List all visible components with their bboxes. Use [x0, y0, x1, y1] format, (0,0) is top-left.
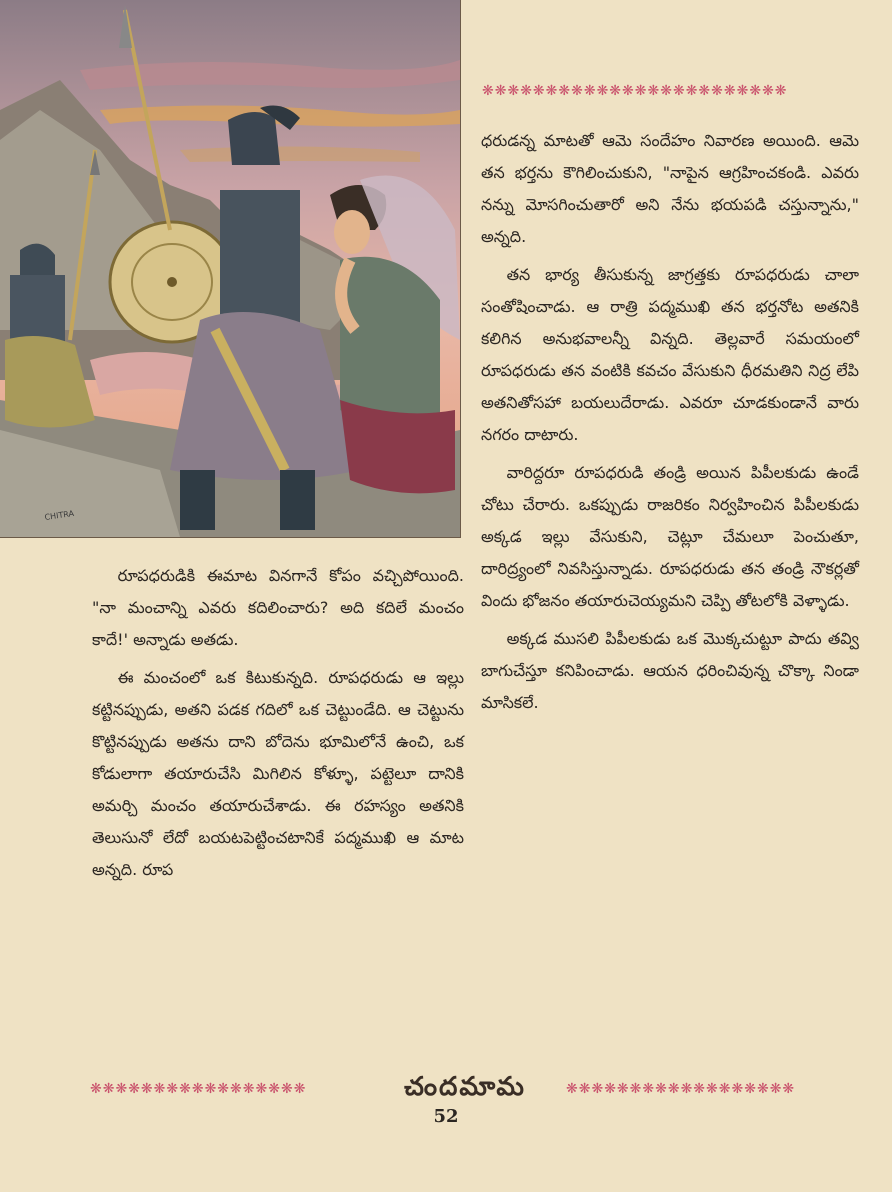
footer-ornament-left [90, 1078, 364, 1100]
top-ornament-border [482, 80, 850, 102]
artist-signature: CHITRA [44, 508, 75, 522]
footer-ornament-right [566, 1078, 848, 1100]
left-column [92, 560, 464, 892]
paragraph: ధరుడన్న మాటతో ఆమె సందేహం నివారణ అయింది. ఆమె తన భర్తను కౌగిలించుకుని, "నాపైన ఆగ్రహించకండి. ఎవరు నన్ను మోసగించుతారో అని నేను భయపడి చస్తున్నాను," అన్నది. [481, 131, 859, 246]
paragraph: రూపధరుడికి ఈమాట వినగానే కోపం వచ్చిపోయింది. "నా మంచాన్ని ఎవరు కదిలించారు? అది కదిలే మంచం కాదే!' అన్నాడు అతడు. [92, 566, 464, 649]
flower-ornament-icon: ❋❋❋❋❋❋❋❋❋❋❋❋❋❋❋❋❋❋ [566, 1081, 796, 1097]
flower-ornament-icon: ❋❋❋❋❋❋❋❋❋❋❋❋❋❋❋❋❋ [90, 1081, 307, 1097]
paragraph: వారిద్దరూ రూపధరుడి తండ్రి అయిన పిపీలకుడు ఉండే చోటు చేరారు. ఒకప్పుడు రాజరికం నిర్వహించిన పిపీలకుడు అక్కడ ఇల్లు వేసుకుని, చెట్లూ చేమలూ పెంచుతూ, దారిద్ర్యంలో నివసిస్తున్నాడు. రూపధరుడు తన తండ్రి నౌకర్లతో విందు భోజనం తయారుచెయ్యమని చెప్పి తోటలోకి వెళ్ళాడు. [481, 463, 859, 610]
paragraph: తన భార్య తీసుకున్న జాగ్రత్తకు రూపధరుడు చాలా సంతోషించాడు. ఆ రాత్రి పద్మముఖి తన భర్తనోట అతనికి కలిగిన అనుభవాలన్నీ విన్నది. తెల్లవారే సమయంలో రూపధరుడు తన వంటికి కవచం వేసుకుని ధీరమతిని నిద్ర లేపి అతనితోసహా బయలుదేరాడు. ఎవరూ చూడకుండానే వారు నగరం దాటారు. [481, 265, 859, 444]
paragraph: అక్కడ ముసలి పిపీలకుడు ఒక మొక్కచుట్టూ పాదు తవ్వి బాగుచేస్తూ కనిపించాడు. ఆయన ధరించివున్న చొక్కా నిండా మాసికలే. [481, 629, 859, 712]
page-number: 52 [433, 1106, 459, 1127]
flower-ornament-icon: ❋❋❋❋❋❋❋❋❋❋❋❋❋❋❋❋❋❋❋❋❋❋❋❋ [482, 83, 788, 99]
magazine-title: చందమామ [404, 1072, 526, 1102]
right-column [481, 125, 859, 725]
paragraph: ఈ మంచంలో ఒక కిటుకున్నది. రూపధరుడు ఆ ఇల్లు కట్టినప్పుడు, అతని పడక గదిలో ఒక చెట్టుండేది. ఆ చెట్టును కొట్టినప్పుడు అతను దాని బోదెను భూమిలోనే ఉంచి, ఒక కోడులాగా తయారుచేసి మిగిలిన కోళ్ళూ, పట్టెలూ దానికి అమర్చి మంచం తయారుచేశాడు. ఈ రహస్యం అతనికి తెలుసునో లేదో బయటపెట్టించటానికే పద్మముఖి ఆ మాట అన్నది. రూప [92, 668, 464, 879]
story-illustration [0, 0, 461, 538]
warrior-scene-image [0, 0, 460, 537]
